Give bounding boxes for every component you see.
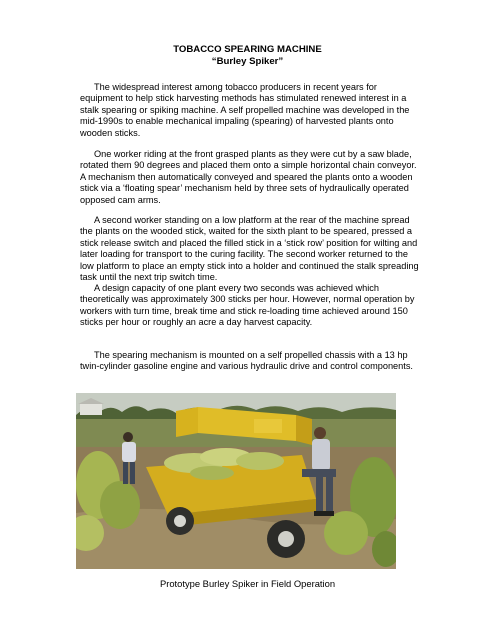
field-photo <box>76 393 396 569</box>
document-title: TOBACCO SPEARING MACHINE <box>173 44 322 55</box>
photo-caption: Prototype Burley Spiker in Field Operation <box>159 578 336 589</box>
paragraph-5: The spearing mechanism is mounted on a self propelled chassis with a 13 hp twin-cylinder gasoline engine and various hydraulic drive and control components. <box>80 350 413 372</box>
paragraph-2: One worker riding at the front grasped plants as they were cut by a saw blade, rotated them 90 degrees and placed them onto a simple horizontal chain conveyor. A mechanism then automatically conveyed and speared the plants onto a wooden stick via a ‘floating spear’ mechanism held by three sets of hydraulically operated opposed cam arms. <box>80 149 417 205</box>
document-subtitle: “Burley Spiker” <box>211 56 284 67</box>
field-photo-illustration <box>76 393 396 569</box>
paragraph-4: A design capacity of one plant every two seconds was achieved which theoretically was approximately 300 sticks per hour. However, normal operation by workers with turn time, break time and stick re-loading time achieved around 150 sticks per hour or roughly an acre a day harvest capacity. <box>80 283 415 328</box>
paragraph-3: A second worker standing on a low platform at the rear of the machine spread the plants on the wooded stick, waited for the sixth plant to be speared, pressed a stick release switch and placed the filled stick in a ‘stick row’ position for wilting and later loading for transport to the curing facility. The second worker returned to the low platform to place an empty stick into a holder and continued the stalk spreading task until the next trip switch time. <box>80 215 419 283</box>
paragraph-1: The widespread interest among tobacco producers in recent years for equipment to help stick harvesting methods has stimulated renewed interest in a stalk spearing or spiking machine. A self propelled machine was developed in the mid-1990s to enable mechanical impaling (spearing) of harvested plants onto wooden sticks. <box>80 82 410 138</box>
